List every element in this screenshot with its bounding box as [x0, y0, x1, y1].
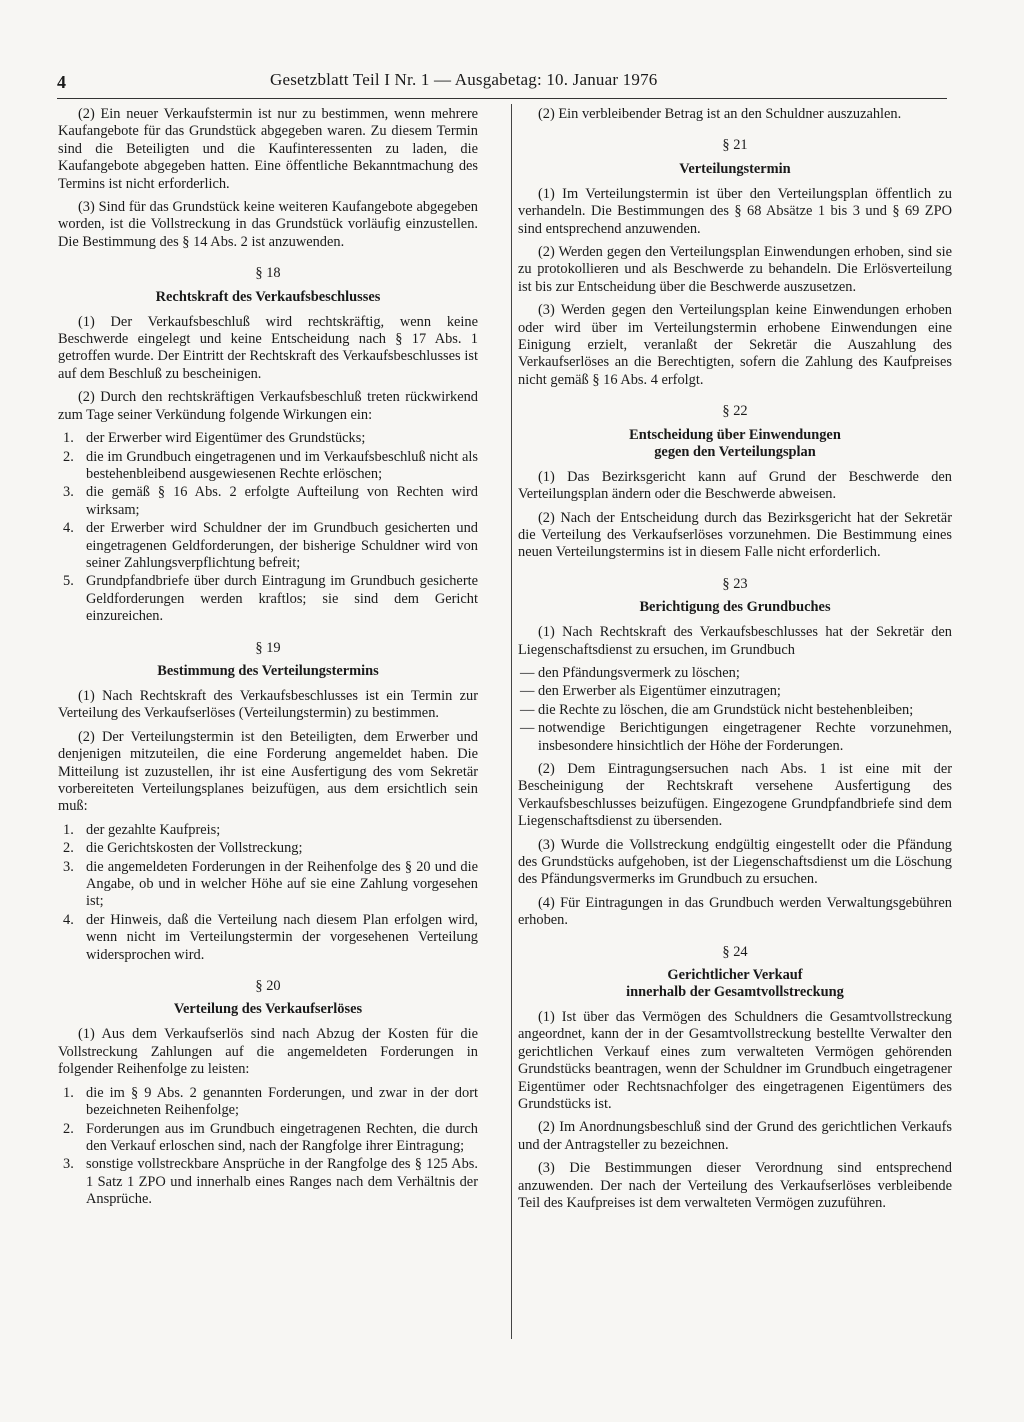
list-item: 3. die angemeldeten Forderungen in der Reihenfolge des § 20 und die Angabe, ob und in welcher Höhe auf sie eine Zahlung vorgesehen ist;	[63, 858, 478, 910]
paragraph: (1) Im Verteilungstermin ist über den Verteilungsplan öffentlich zu verhandeln. Die Bestimmungen des § 68 Absätze 1 bis 3 und § 69 ZPO sind entsprechend anzuwenden.	[518, 185, 952, 237]
section-title: Verteilungstermin	[679, 160, 791, 177]
section-title: Verteilung des Verkaufserlöses	[173, 1001, 363, 1018]
paragraph: (2) Durch den rechtskräftigen Verkaufsbeschluß treten rückwirkend zum Tage seiner Verkündung folgende Wirkungen ein:	[58, 389, 478, 423]
paragraph: (3) Wurde die Vollstreckung endgültig eingestellt oder die Pfändung des Grundstücks aufgehoben, ist der Liegenschaftsdienst um die Löschung des Pfändungsvermerks im Grundbuch zu ersuchen.	[518, 836, 952, 888]
paragraph: (2) Im Anordnungsbeschluß sind der Grund des gerichtlichen Verkaufs und der Antragsteller zu bezeichnen.	[518, 1119, 952, 1153]
list-item: 3. die gemäß § 16 Abs. 2 erfolgte Aufteilung von Rechten wird wirksam;	[63, 484, 478, 518]
page-header: Gesetzblatt Teil I Nr. 1 — Ausgabetag: 10. Januar 1976	[270, 70, 658, 89]
paragraph: (2) Dem Eintragungsersuchen nach Abs. 1 ist eine mit der Bescheinigung der Rechtskraft versehene Ausfertigung des Verkaufsbeschlusses beizufügen. Eingezogene Grundpfandbriefe sind dem Liegenschaftsdienst zu übersenden.	[518, 760, 952, 830]
section-number: § 21	[722, 137, 748, 154]
list-item: 1. der Erwerber wird Eigentümer des Grundstücks;	[63, 430, 366, 447]
header-rule	[57, 98, 947, 99]
paragraph: (2) Ein neuer Verkaufstermin ist nur zu bestimmen, wenn mehrere Kaufangebote für das Grundstück abgegeben waren. Zu diesem Termin sind die Beteiligten und die Kaufinteressenten zu laden, die Kaufangebote abgegeben hatten. Eine öffentliche Bekanntmachung des Termins ist nicht erforderlich.	[58, 106, 478, 192]
paragraph: (1) Nach Rechtskraft des Verkaufsbeschlusses ist ein Termin zur Verteilung des Verkaufserlöses (Verteilungstermin) zu bestimmen.	[58, 687, 478, 722]
list-item: — notwendige Berichtigungen eingetragener Rechte vorzunehmen, insbesondere hinsichtlich der Höhe der Forderungen.	[520, 720, 952, 754]
section-number: § 20	[255, 978, 281, 995]
page-number: 4	[57, 72, 66, 92]
list-item: 3. sonstige vollstreckbare Ansprüche in der Rangfolge des § 125 Abs. 1 Satz 1 ZPO und innerhalb eines Ranges nach dem Verhältnis der Ansprüche.	[63, 1156, 478, 1208]
numbered-list	[58, 430, 478, 625]
dash-list	[518, 665, 952, 755]
list-item: 1. der gezahlte Kaufpreis;	[63, 821, 221, 838]
left-column	[58, 106, 478, 1215]
paragraph: (2) Ein verbleibender Betrag ist an den Schuldner auszuzahlen.	[538, 106, 902, 122]
section-number: § 18	[255, 265, 281, 282]
paragraph: (2) Der Verteilungstermin ist den Beteiligten, dem Erwerber und denjenigen mitzuteilen, die eine Forderung angemeldet haben. Die Mitteilung ist zuzustellen, ihr ist eine Ausfertigung des vom Sekretär vorbereiteten Verteilungsplanes beizufügen, aus dem ersichtlich sein muß:	[58, 728, 478, 815]
section-number: § 23	[722, 575, 748, 592]
section-title: Bestimmung des Verteilungstermins	[157, 662, 379, 679]
paragraph: (1) Der Verkaufsbeschluß wird rechtskräftig, wenn keine Beschwerde eingelegt und keine Entscheidung nach § 17 Abs. 1 getroffen wurde. Der Eintritt der Rechtskraft des Verkaufsbeschlusses ist auf dem Beschluß zu bescheinigen.	[58, 313, 478, 382]
list-item: 2. die im Grundbuch eingetragenen und im Verkaufsbeschluß nicht als bestehenbleibend ausgewiesenen Rechte erlöschen;	[63, 448, 478, 482]
paragraph: (4) Für Eintragungen in das Grundbuch werden Verwaltungsgebühren erhoben.	[518, 894, 952, 929]
paragraph: (2) Werden gegen den Verteilungsplan Einwendungen erhoben, sind sie zu protokollieren und als Beschwerde zu behandeln. Die Erlösverteilung ist bis zur Entscheidung über die Beschwerde auszusetzen.	[518, 244, 952, 295]
paragraph: (3) Werden gegen den Verteilungsplan keine Einwendungen erhoben oder wird über im Verteilungstermin erhobene Einwendungen eine Einigung erzielt, veranlaßt der Sekretär die Auszahlung des Verkaufserlöses an die Berechtigten, sofern die Zahlung des Kaufpreises nicht gemäß § 16 Abs. 4 erfolgt.	[518, 302, 952, 388]
paragraph: (3) Sind für das Grundstück keine weiteren Kaufangebote abgegeben worden, ist die Vollstreckung in das Grundstück vorläufig einzustellen. Die Bestimmung des § 14 Abs. 2 ist anzuwenden.	[58, 199, 478, 250]
section-number: § 24	[722, 943, 748, 960]
list-item: — den Erwerber als Eigentümer einzutragen;	[520, 683, 781, 700]
right-column	[518, 106, 952, 1219]
paragraph: (3) Die Bestimmungen dieser Verordnung sind entsprechend anzuwenden. Der nach der Verteilung des Verkaufserlöses verbleibende Teil des Kaufpreises ist dem verwalteten Vermögen zuzuführen.	[518, 1160, 952, 1212]
list-item: 5. Grundpfandbriefe über durch Eintragung im Grundbuch gesicherte Geldforderungen werden kraftlos; sie sind dem Gericht einzureichen.	[63, 573, 478, 625]
list-item: 4. der Erwerber wird Schuldner der im Grundbuch gesicherten und eingetragenen Geldforderungen, der bisherige Schuldner wird von seiner Zahlungsverpflichtung befreit;	[63, 520, 478, 571]
section-title: Berichtigung des Grundbuches	[639, 599, 831, 616]
list-item: 4. der Hinweis, daß die Verteilung nach diesem Plan erfolgen wird, wenn nicht im Verteilungstermin der vorgesehenen Verteilung widersprochen wird.	[63, 911, 478, 963]
list-item: 2. die Gerichtskosten der Vollstreckung;	[63, 840, 303, 857]
list-item: 1. die im § 9 Abs. 2 genannten Forderungen, und zwar in der dort bezeichneten Reihenfolge;	[63, 1084, 478, 1119]
paragraph: (1) Das Bezirksgericht kann auf Grund der Beschwerde den Verteilungsplan ändern oder die Beschwerde abweisen.	[518, 468, 952, 503]
numbered-list	[58, 1085, 478, 1209]
paragraph: (2) Nach der Entscheidung durch das Bezirksgericht hat der Sekretär die Verteilung des Verkaufserlöses vorzunehmen. Die Bestimmung eines neuen Verteilungstermins ist in diesem Falle nicht erforderlich.	[518, 509, 952, 561]
list-item: — die Rechte zu löschen, die am Grundstück nicht bestehenbleiben;	[520, 701, 914, 718]
section-title: Gerichtlicher Verkauf innerhalb der Gesamtvollstreckung	[626, 967, 844, 1001]
section-number: § 22	[722, 403, 748, 420]
section-title: Entscheidung über Einwendungen gegen den Verteilungsplan	[629, 426, 841, 460]
list-item: — den Pfändungsvermerk zu löschen;	[520, 664, 740, 681]
section-number: § 19	[255, 639, 281, 656]
paragraph: (1) Aus dem Verkaufserlös sind nach Abzug der Kosten für die Vollstreckung Zahlungen auf die angemeldeten Forderungen in folgender Reihenfolge zu leisten:	[58, 1026, 478, 1078]
paragraph: (1) Ist über das Vermögen des Schuldners die Gesamtvollstreckung angeordnet, kann der in der Gesamtvollstreckung bestellte Verwalter den gerichtlichen Verkauf eines zum verwalteten Vermögen gehörenden Grundstücks beantragen, wenn der Schuldner im Grundbuch eingetragener Eigentümer oder Rechtsnachfolger des eingetragenen Eigentümers des Grundstücks ist.	[518, 1009, 952, 1113]
section-title: Rechtskraft des Verkaufsbeschlusses	[155, 288, 381, 305]
paragraph: (1) Nach Rechtskraft des Verkaufsbeschlusses hat der Sekretär den Liegenschaftsdienst zu ersuchen, im Grundbuch	[518, 624, 952, 658]
numbered-list	[58, 822, 478, 964]
column-divider	[511, 104, 512, 1339]
list-item: 2. Forderungen aus im Grundbuch eingetragenen Rechten, die durch den Verkauf erloschen sind, nach der Rangfolge ihrer Eintragung;	[63, 1120, 478, 1154]
